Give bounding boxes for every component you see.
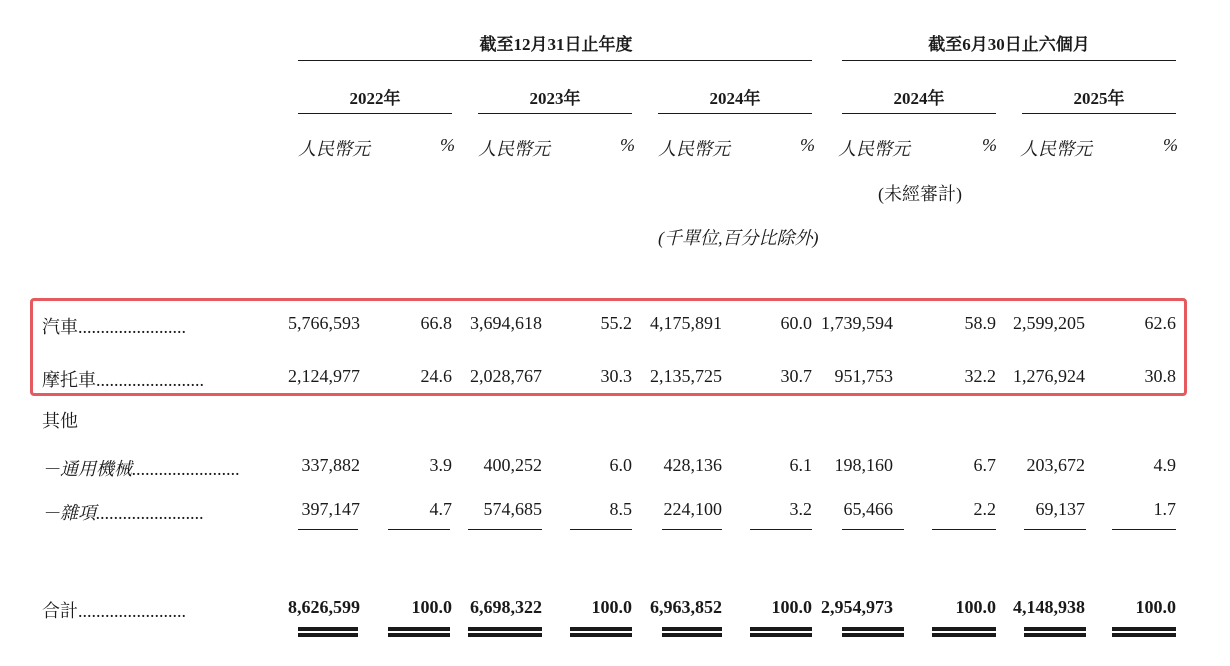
year-rule-2022 bbox=[298, 113, 452, 114]
total-double-rule bbox=[842, 627, 904, 637]
total-double-rule bbox=[570, 627, 632, 637]
percent-cell: 30.3 bbox=[600, 366, 632, 386]
year-header-2025-h1: 2025年 bbox=[1073, 89, 1125, 108]
subtotal-rule bbox=[1024, 529, 1086, 530]
currency-label: 人民幣元 bbox=[298, 139, 370, 159]
percent-cell: 3.2 bbox=[789, 499, 812, 519]
year-rule-2024-h1 bbox=[842, 113, 996, 114]
amount-cell: 397,147 bbox=[301, 499, 360, 519]
currency-label: 人民幣元 bbox=[838, 139, 910, 159]
percent-cell: 100.0 bbox=[955, 597, 996, 617]
total-double-rule bbox=[662, 627, 722, 637]
amount-cell: 1,739,594 bbox=[821, 313, 893, 333]
amount-cell: 3,694,618 bbox=[470, 313, 542, 333]
amount-cell: 6,698,322 bbox=[470, 597, 542, 617]
subtotal-rule bbox=[388, 529, 450, 530]
total-double-rule bbox=[1112, 627, 1176, 637]
percent-cell: 55.2 bbox=[600, 313, 632, 333]
amount-cell: 2,954,973 bbox=[821, 597, 893, 617]
percent-cell: 24.6 bbox=[420, 366, 452, 386]
pct-label: % bbox=[440, 135, 455, 155]
amount-cell: 5,766,593 bbox=[288, 313, 360, 333]
total-double-rule bbox=[1024, 627, 1086, 637]
subtotal-rule bbox=[298, 529, 358, 530]
row-label: －通用機械........................ bbox=[42, 459, 240, 479]
percent-cell: 66.8 bbox=[420, 313, 452, 333]
amount-cell: 574,685 bbox=[483, 499, 542, 519]
amount-cell: 4,148,938 bbox=[1013, 597, 1085, 617]
group-rule-six-months bbox=[842, 60, 1176, 61]
amount-cell: 337,882 bbox=[301, 455, 360, 475]
amount-cell: 951,753 bbox=[834, 366, 893, 386]
amount-cell: 400,252 bbox=[483, 455, 542, 475]
amount-cell: 2,028,767 bbox=[470, 366, 542, 386]
total-double-rule bbox=[388, 627, 450, 637]
amount-cell: 4,175,891 bbox=[650, 313, 722, 333]
total-double-rule bbox=[298, 627, 358, 637]
row-label: 汽車........................ bbox=[42, 317, 186, 337]
unaudited-note: (未經審計) bbox=[878, 184, 962, 204]
percent-cell: 30.8 bbox=[1144, 366, 1176, 386]
group-rule-fiscal-year bbox=[298, 60, 812, 61]
row-label: －雜項........................ bbox=[42, 503, 204, 523]
amount-cell: 428,136 bbox=[663, 455, 722, 475]
total-double-rule bbox=[750, 627, 812, 637]
total-double-rule bbox=[932, 627, 996, 637]
year-header-2023: 2023年 bbox=[529, 89, 581, 108]
subtotal-rule bbox=[1112, 529, 1176, 530]
amount-cell: 203,672 bbox=[1026, 455, 1085, 475]
year-header-2024-h1: 2024年 bbox=[893, 89, 945, 108]
percent-cell: 4.9 bbox=[1153, 455, 1176, 475]
percent-cell: 6.1 bbox=[789, 455, 812, 475]
total-double-rule bbox=[468, 627, 542, 637]
pct-label: % bbox=[982, 135, 997, 155]
year-rule-2024 bbox=[658, 113, 812, 114]
row-label: 其他 bbox=[42, 411, 78, 431]
subtotal-rule bbox=[842, 529, 904, 530]
percent-cell: 60.0 bbox=[780, 313, 812, 333]
amount-cell: 2,135,725 bbox=[650, 366, 722, 386]
group-header-six-months: 截至6月30日止六個月 bbox=[928, 35, 1090, 54]
currency-label: 人民幣元 bbox=[658, 139, 730, 159]
row-label: 合計........................ bbox=[42, 601, 186, 621]
units-note: (千單位,百分比除外) bbox=[658, 228, 819, 248]
percent-cell: 8.5 bbox=[609, 499, 632, 519]
percent-cell: 100.0 bbox=[591, 597, 632, 617]
subtotal-rule bbox=[932, 529, 996, 530]
group-header-fiscal-year: 截至12月31日止年度 bbox=[479, 35, 633, 54]
percent-cell: 100.0 bbox=[771, 597, 812, 617]
row-label: 摩托車........................ bbox=[42, 370, 204, 390]
year-rule-2025-h1 bbox=[1022, 113, 1176, 114]
subtotal-rule bbox=[570, 529, 632, 530]
subtotal-rule bbox=[468, 529, 542, 530]
amount-cell: 65,466 bbox=[843, 499, 893, 519]
pct-label: % bbox=[1163, 135, 1178, 155]
amount-cell: 224,100 bbox=[663, 499, 722, 519]
percent-cell: 100.0 bbox=[411, 597, 452, 617]
year-header-2022: 2022年 bbox=[349, 89, 401, 108]
year-rule-2023 bbox=[478, 113, 632, 114]
percent-cell: 2.2 bbox=[973, 499, 996, 519]
percent-cell: 4.7 bbox=[429, 499, 452, 519]
year-header-2024: 2024年 bbox=[709, 89, 761, 108]
amount-cell: 1,276,924 bbox=[1013, 366, 1085, 386]
subtotal-rule bbox=[750, 529, 812, 530]
percent-cell: 6.7 bbox=[973, 455, 996, 475]
pct-label: % bbox=[620, 135, 635, 155]
amount-cell: 198,160 bbox=[834, 455, 893, 475]
amount-cell: 69,137 bbox=[1035, 499, 1085, 519]
percent-cell: 100.0 bbox=[1135, 597, 1176, 617]
pct-label: % bbox=[800, 135, 815, 155]
amount-cell: 2,599,205 bbox=[1013, 313, 1085, 333]
percent-cell: 62.6 bbox=[1144, 313, 1176, 333]
amount-cell: 8,626,599 bbox=[288, 597, 360, 617]
percent-cell: 3.9 bbox=[429, 455, 452, 475]
percent-cell: 6.0 bbox=[609, 455, 632, 475]
percent-cell: 30.7 bbox=[780, 366, 812, 386]
amount-cell: 2,124,977 bbox=[288, 366, 360, 386]
percent-cell: 58.9 bbox=[964, 313, 996, 333]
amount-cell: 6,963,852 bbox=[650, 597, 722, 617]
currency-label: 人民幣元 bbox=[1020, 139, 1092, 159]
subtotal-rule bbox=[662, 529, 722, 530]
percent-cell: 1.7 bbox=[1153, 499, 1176, 519]
percent-cell: 32.2 bbox=[964, 366, 996, 386]
currency-label: 人民幣元 bbox=[478, 139, 550, 159]
